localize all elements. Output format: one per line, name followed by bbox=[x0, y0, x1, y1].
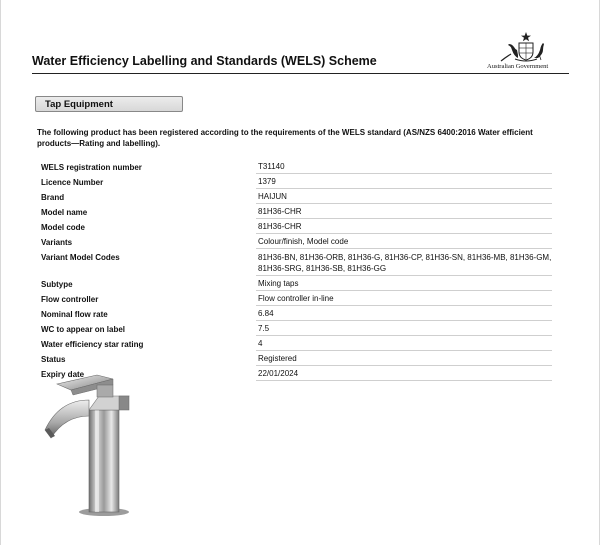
detail-row-model-name bbox=[41, 207, 553, 219]
detail-label: Status bbox=[41, 355, 66, 364]
government-name: Australian Government bbox=[487, 63, 549, 70]
detail-label: Water efficiency star rating bbox=[41, 340, 144, 349]
model-code-value: 81H36-CHR bbox=[256, 222, 552, 234]
detail-row-star-rating bbox=[41, 339, 553, 351]
section-title: Tap Equipment bbox=[35, 96, 183, 112]
detail-label: Model code bbox=[41, 223, 86, 232]
nominal-flow-rate-value: 6.84 bbox=[256, 309, 552, 321]
variants-value: Colour/finish, Model code bbox=[256, 237, 552, 249]
detail-label: Expiry date bbox=[41, 370, 85, 379]
variant-model-codes-value: 81H36-BN, 81H36-ORB, 81H36-G, 81H36-CP, 81H36-SN, 81H36-MB, 81H36-GM, 81H36-SRG, 81H36-SB, 81H36-GG bbox=[256, 252, 552, 276]
waterfall-tap-icon bbox=[37, 370, 142, 520]
header-divider bbox=[32, 73, 569, 74]
wc-label-value: 7.5 bbox=[256, 324, 552, 336]
subtype-value: Mixing taps bbox=[256, 279, 552, 291]
detail-row-brand bbox=[41, 192, 553, 204]
detail-row-wc-label bbox=[41, 324, 553, 336]
detail-row-flow-controller bbox=[41, 294, 553, 306]
registration-number-value: T31140 bbox=[256, 162, 552, 174]
detail-label: Flow controller bbox=[41, 295, 99, 304]
detail-label: Brand bbox=[41, 193, 65, 202]
detail-row-nominal-flow-rate bbox=[41, 309, 553, 321]
detail-row-subtype bbox=[41, 279, 553, 291]
detail-row-model-code bbox=[41, 222, 553, 234]
detail-label: Licence Number bbox=[41, 178, 104, 187]
registration-statement: The following product has been registered according to the requirements of the WELS standard (AS/NZS 6400:2016 Water efficient products—Rating and labelling). bbox=[37, 128, 533, 148]
status-value: Registered bbox=[256, 354, 552, 366]
detail-row-status bbox=[41, 354, 553, 366]
detail-label: Variant Model Codes bbox=[41, 253, 120, 262]
star-rating-value: 4 bbox=[256, 339, 552, 351]
document-title: Water Efficiency Labelling and Standards (WELS) Scheme bbox=[32, 54, 377, 68]
model-name-value: 81H36-CHR bbox=[256, 207, 552, 219]
expiry-date-value: 22/01/2024 bbox=[256, 369, 552, 381]
flow-controller-value: Flow controller in-line bbox=[256, 294, 552, 306]
licence-number-value: 1379 bbox=[256, 177, 552, 189]
detail-row-variant-model-codes bbox=[41, 252, 553, 276]
detail-label: Nominal flow rate bbox=[41, 310, 108, 319]
detail-label: WELS registration number bbox=[41, 163, 142, 172]
detail-label: Variants bbox=[41, 238, 73, 247]
detail-row-variants bbox=[41, 237, 553, 249]
product-details bbox=[41, 162, 553, 384]
detail-row-licence-number bbox=[41, 177, 553, 189]
detail-label: Model name bbox=[41, 208, 88, 217]
brand-value: HAIJUN bbox=[256, 192, 552, 204]
detail-label: WC to appear on label bbox=[41, 325, 126, 334]
detail-label: Subtype bbox=[41, 280, 73, 289]
detail-row-registration-number bbox=[41, 162, 553, 174]
